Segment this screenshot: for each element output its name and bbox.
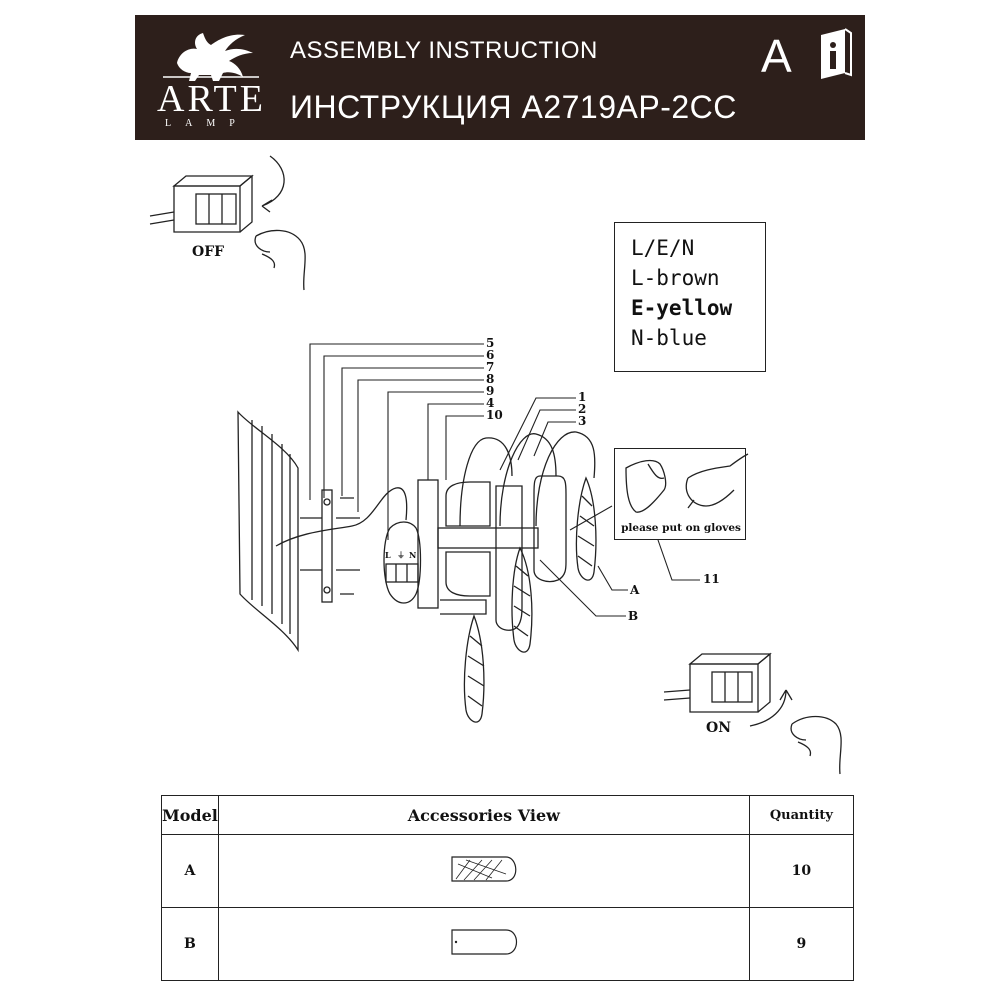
- legend-line-brown: L-brown: [631, 266, 720, 290]
- on-hand-icon: [791, 717, 841, 775]
- on-label: ON: [706, 720, 731, 736]
- part-label-3: 3: [578, 414, 587, 428]
- terminal-label-l: L: [385, 550, 391, 560]
- row-b-view: [218, 908, 749, 981]
- off-arrow-icon: [262, 156, 284, 212]
- header-model: Model: [162, 796, 219, 835]
- glass-shade-b: [446, 476, 566, 630]
- accessories-table: [161, 795, 854, 981]
- brand-subtitle: LAMP: [165, 118, 249, 129]
- part-label-6: 6: [486, 348, 495, 362]
- terminal-label-e: ⏚: [397, 550, 405, 560]
- legend-line-blue: N-blue: [631, 326, 707, 350]
- part-label-1: 1: [578, 390, 587, 404]
- brand-name: ARTE: [157, 78, 266, 120]
- part-label-a: A: [630, 583, 640, 597]
- mounting-bracket: [300, 490, 360, 602]
- arm-hook-2: [500, 434, 556, 526]
- gloves-note: please put on gloves: [621, 522, 741, 534]
- on-arrow-icon: [750, 690, 792, 726]
- legend-line-yellow: E-yellow: [631, 296, 733, 320]
- part-label-5: 5: [486, 336, 495, 350]
- row-b-quantity: 9: [749, 908, 853, 981]
- off-label: OFF: [192, 244, 225, 260]
- terminal-label-n: N: [409, 550, 417, 560]
- part-label-10: 10: [486, 408, 503, 422]
- row-a-quantity: 10: [749, 835, 853, 908]
- row-a-model: A: [162, 835, 219, 908]
- gloves-panel: [614, 448, 746, 540]
- table-row: [162, 908, 854, 981]
- power-cable: [276, 488, 407, 546]
- row-b-model: B: [162, 908, 219, 981]
- header-accessories-view: Accessories View: [218, 796, 749, 835]
- terminal-block: [384, 522, 421, 603]
- table-header-row: [162, 796, 854, 835]
- glass-b-icon: [444, 927, 524, 957]
- part-label-11: 11: [703, 572, 720, 586]
- on-switch-box: [664, 654, 770, 712]
- arm-bar: [438, 528, 538, 548]
- legend-line-len: L/E/N: [631, 236, 695, 260]
- wall-plate: [238, 412, 298, 650]
- body-plate: [418, 480, 438, 608]
- off-switch-box: [150, 176, 252, 232]
- title-english: ASSEMBLY INSTRUCTION: [290, 37, 598, 64]
- wiring-legend: [614, 222, 766, 372]
- title-russian: ИНСТРУКЦИЯ A2719AP-2CC: [290, 89, 737, 125]
- lower-arm: [440, 600, 486, 614]
- table-row: [162, 835, 854, 908]
- part-label-4: 4: [486, 396, 495, 410]
- part-label-7: 7: [486, 360, 495, 374]
- row-a-view: [218, 835, 749, 908]
- off-hand-icon: [255, 230, 305, 290]
- part-label-9: 9: [486, 384, 495, 398]
- part-label-b: B: [628, 609, 639, 623]
- version-letter: A: [761, 30, 792, 82]
- part-label-8: 8: [486, 372, 495, 386]
- crystal-a-icon: [444, 854, 524, 884]
- header-quantity: Quantity: [749, 796, 853, 835]
- part-label-2: 2: [578, 402, 587, 416]
